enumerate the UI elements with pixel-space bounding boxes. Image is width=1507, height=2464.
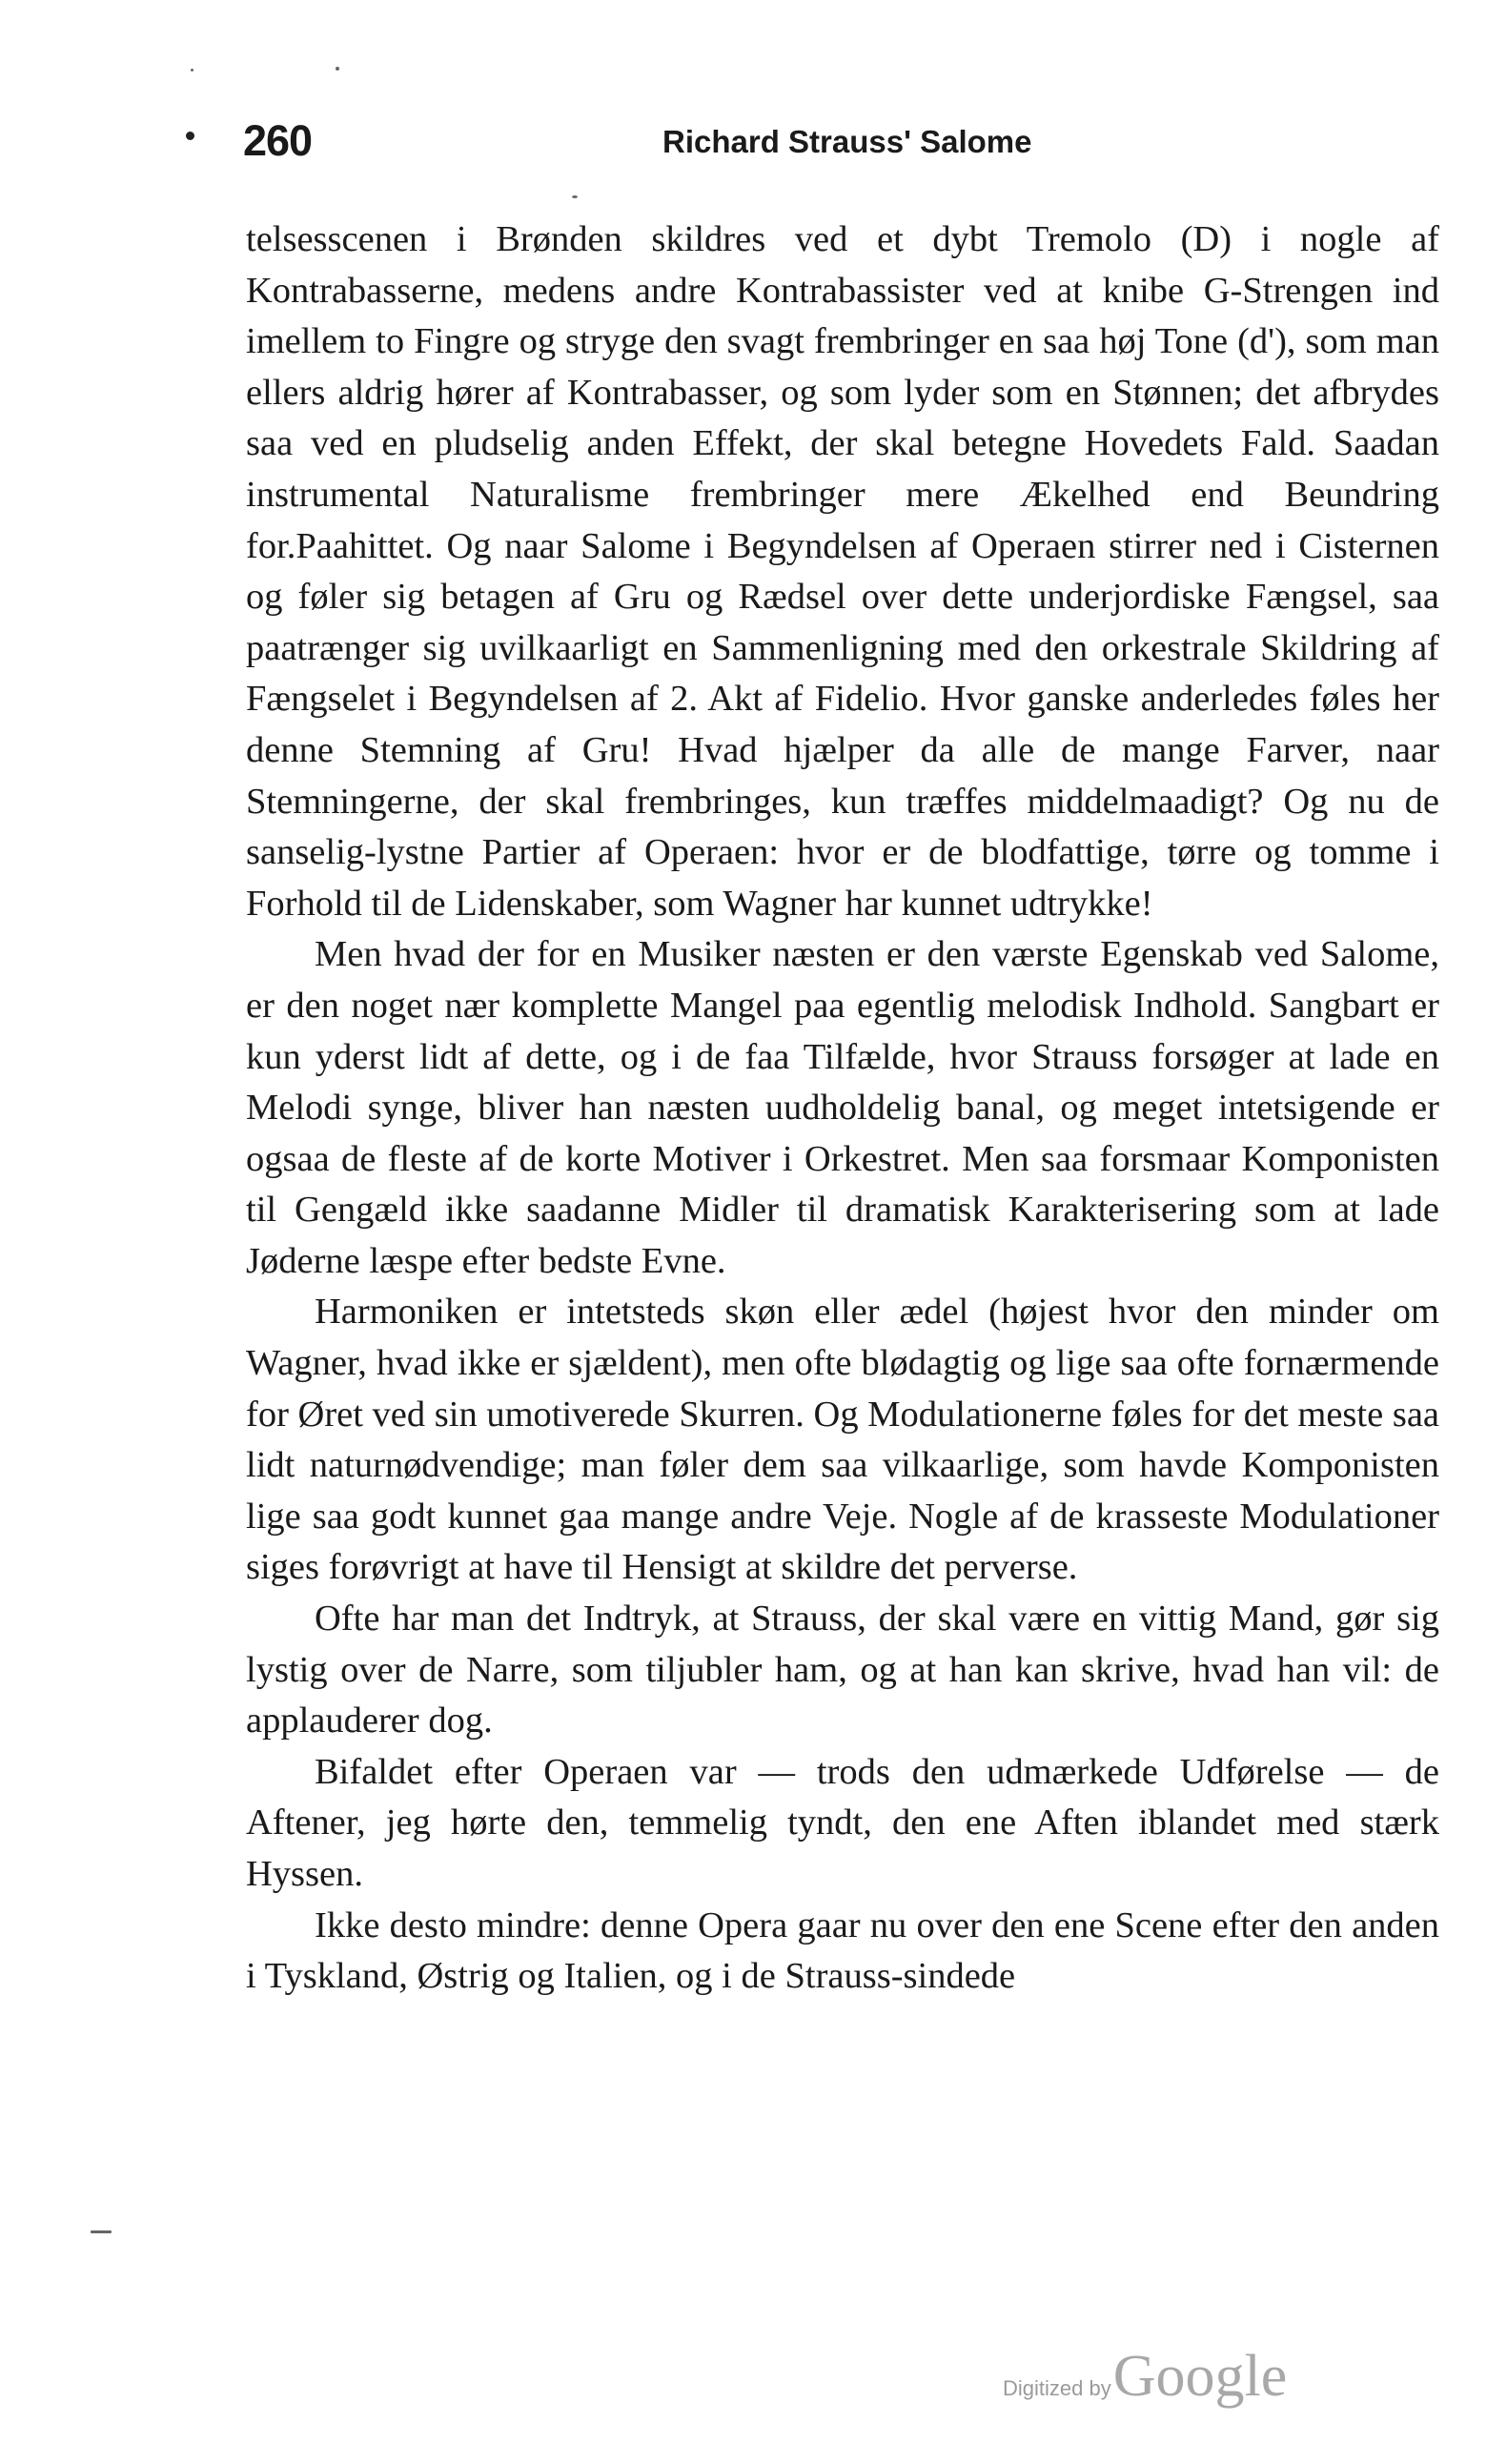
paragraph-3: Harmoniken er intetsteds skøn eller ædel (højest hvor den minder om Wagner, hvad ikke er sjældent), men ofte blødagtig og lige saa ofte fornærmende for Øret ved sin umotiverede Skurren. Og Modulationerne føles for det meste saa lidt naturnødvendige; man føler dem saa vilkaarlige, som havde Komponisten lige saa godt kunnet gaa mange andre Veje. Nogle af de krasseste Modulationer siges forøvrigt at have til Hensigt at skildre det perverse. [246, 1292, 1439, 1588]
google-logo: Google [1112, 2344, 1288, 2409]
page-header [243, 116, 1444, 173]
scan-speck [91, 2230, 112, 2233]
scan-speck [191, 69, 193, 71]
paragraph-6: Ikke desto mindre: denne Opera gaar nu over den ene Scene efter den anden i Tyskland, Østrig og Italien, og i de Strauss-sindede [246, 1904, 1439, 1997]
paragraph-5: Bifaldet efter Operaen var — trods den udmærkede Udførelse — de Aftener, jeg hørte den, temmelig tyndt, den ene Aften iblandet med stærk Hyssen. [246, 1751, 1439, 1894]
paragraph-2: Men hvad der for en Musiker næsten er den værste Egenskab ved Salome, er den noget nær komplette Mangel paa egentlig melodisk Indhold. Sangbart er kun yderst lidt af dette, og i de faa Tilfælde, hvor Strauss forsøger at lade en Melodi synge, bliver han næsten uudholdelig banal, og meget intetsigende er ogsaa de fleste af de korte Motiver i Orkestret. Men saa forsmaar Komponisten til Gengæld ikke saadanne Midler til dramatisk Karakterisering som at lade Jøderne læspe efter bedste Evne. [246, 934, 1439, 1281]
body-text [246, 214, 1439, 2003]
page-number: 260 [243, 116, 313, 165]
scan-speck [336, 67, 339, 71]
digitized-watermark [1003, 2343, 1287, 2411]
digitized-by-label: Digitized by [1003, 2376, 1111, 2400]
paragraph-4: Ofte har man det Indtryk, at Strauss, der skal være en vittig Mand, gør sig lystig over de Narre, som tiljubler ham, og at han kan skrive, hvad han vil: de applauderer dog. [246, 1599, 1439, 1741]
running-title: Richard Strauss' Salome [662, 124, 1032, 159]
paragraph-1: telsesscenen i Brønden skildres ved et dybt Tremolo (D) i nogle af Kontrabasserne, medens andre Kontrabassister ved at knibe G-Strengen ind imellem to Fingre og stryge den svagt frembringer en saa høj Tone (d'), som man ellers aldrig hører af Kontrabasser, og som lyder som en Stønnen; det afbrydes saa ved en pludselig anden Effekt, der skal betegne Hovedets Fald. Saadan instrumental Naturalisme frembringer mere Ækelhed end Beundring for.Paahittet. Og naar Salome i Begyndelsen af Operaen stirrer ned i Cisternen og føler sig betagen af Gru og Rædsel over dette underjordiske Fængsel, saa paatrænger sig uvilkaarligt en Sammenligning med den orkestrale Skildring af Fængselet i Begyndelsen af 2. Akt af Fidelio. Hvor ganske anderledes føles her denne Stemning af Gru! Hvad hjælper da alle de mange Farver, naar Stemningerne, der skal frembringes, kun træffes middelmaadigt? Og nu de sanselig-lystne Partier af Operaen: hvor er de blodfattige, tørre og tomme i Forhold til de Lidenskaber, som Wagner har kunnet udtrykke! [246, 219, 1439, 924]
header-bullet [186, 132, 194, 140]
scan-speck [572, 195, 578, 198]
